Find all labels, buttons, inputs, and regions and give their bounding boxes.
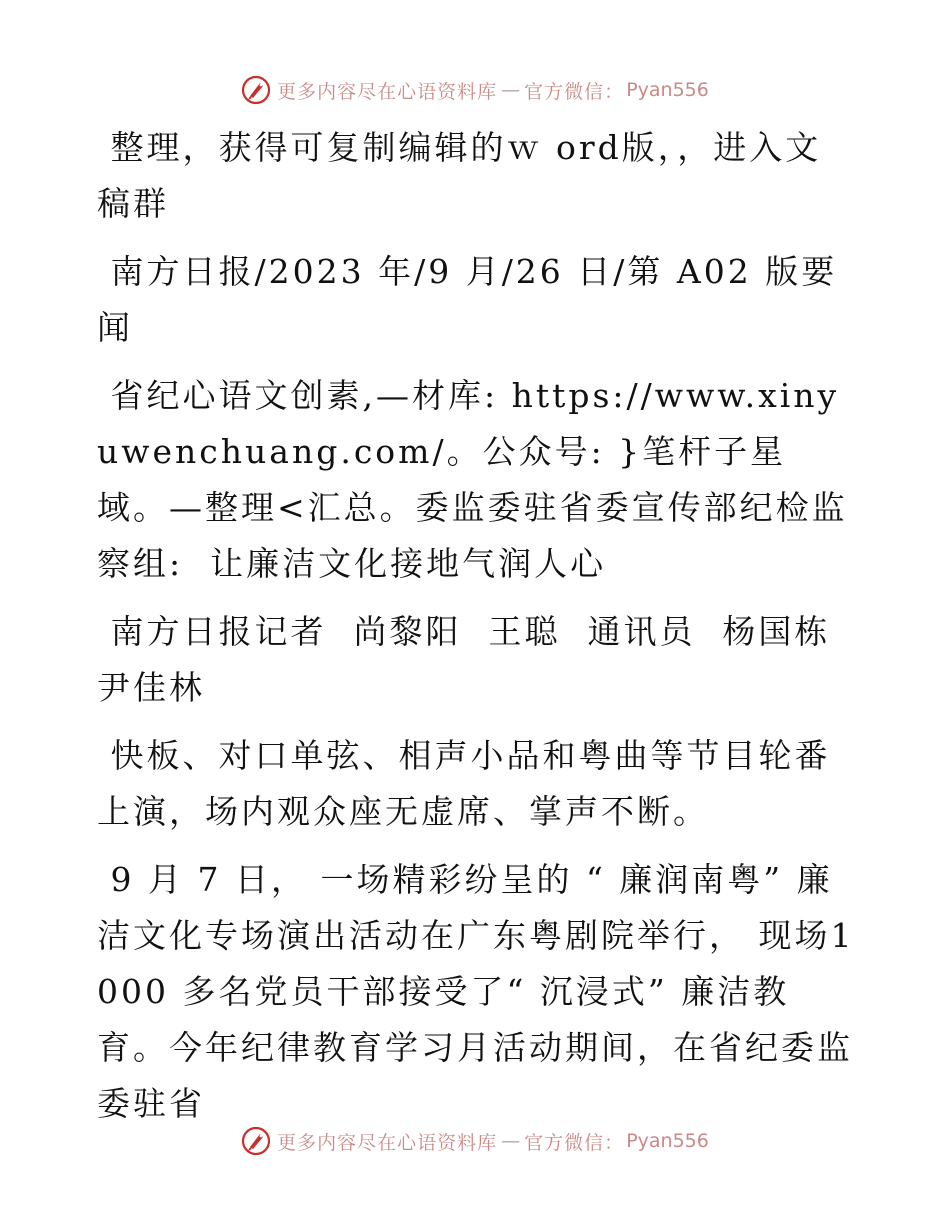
pen-nib-logo-icon [241,75,271,105]
paragraph-title: 省纪心语文创素,—材库: https://www.xinyuwenchuang.com/。公众号: }笔杆子星域。—整理<汇总。委监委驻省委宣传部纪检监察组: 让廉洁文化接地气润人心 [97,376,848,583]
paragraph-byline: 南方日报记者 尚黎阳 王聪 通讯员 杨国栋尹佳林 [97,612,831,707]
watermark-wechat-id: Pyan556 [626,1130,709,1152]
watermark-wechat-id: Pyan556 [626,79,709,101]
watermark-wechat-label: 官方微信： [524,1131,625,1154]
pen-nib-logo-icon [241,1126,271,1156]
watermark-site-text: 更多内容尽在心语资料库 [277,1131,498,1154]
watermark-site-text: 更多内容尽在心语资料库 [277,80,498,103]
footer-watermark [0,1121,950,1161]
paragraph-lead: 快板、对口单弦、相声小品和粤曲等节目轮番上演，场内观众座无虚席、掌声不断。 [97,736,831,831]
watermark-wechat-label: 官方微信： [524,80,625,103]
watermark-separator: — [501,1130,521,1152]
header-watermark [0,70,950,110]
watermark-separator: — [501,79,521,101]
paragraph-note: 整理，获得可复制编辑的ｗ ord版，，进入文稿群 [97,128,822,223]
paragraph-body: 9 月 7 日， 一场精彩纷呈的 “ 廉润南粤” 廉洁文化专场演出活动在广东粤剧院举行， 现场1000 多名党员干部接受了“ 沉浸式” 廉洁教育。今年纪律教育学习月活动期间，在省纪委监委驻省 [97,860,855,1123]
paragraph-source: 南方日报/2023 年/9 月/26 日/第 A02 版要闻 [97,252,838,347]
document-body [97,120,857,1144]
